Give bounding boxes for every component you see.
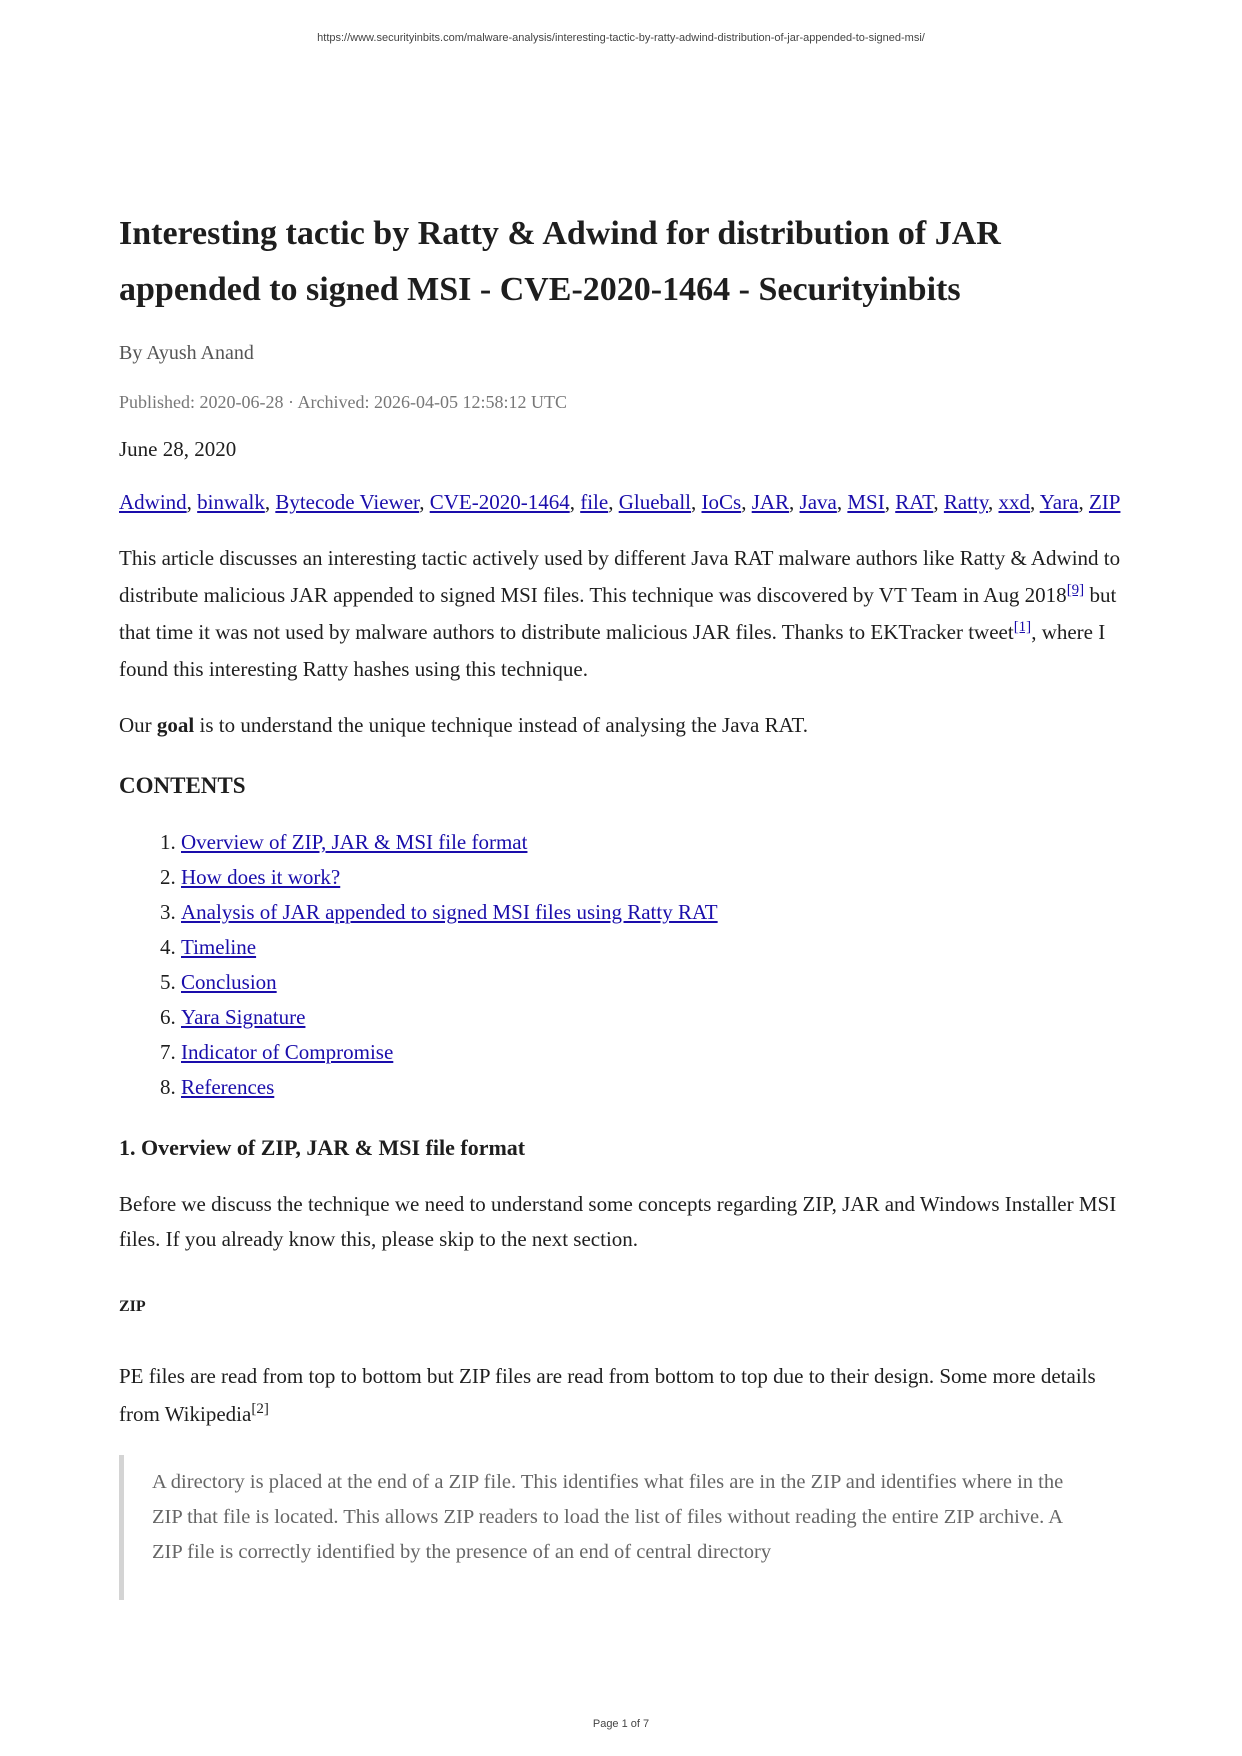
intro-text-2: but that time it was not used by malware authors to distribute malicious JAR files. Thanks to EKTracker tweet — [119, 583, 1117, 644]
toc-link-references[interactable]: References — [181, 1075, 275, 1099]
tag-link[interactable]: Bytecode Viewer — [275, 490, 420, 514]
print-header-url: https://www.securityinbits.com/malware-analysis/interesting-tactic-by-ratty-adwind-distribution-of-jar-appended-to-signed-msi/ — [317, 32, 925, 44]
toc-item — [181, 825, 1131, 860]
goal-paragraph — [119, 708, 1131, 743]
zip-heading: ZIP — [119, 1298, 146, 1315]
toc-item — [181, 895, 1131, 930]
tag-link[interactable]: Ratty — [943, 490, 988, 514]
toc-link-overview[interactable]: Overview of ZIP, JAR & MSI file format — [181, 830, 528, 854]
tag-link[interactable]: file — [580, 490, 609, 514]
section-1-intro: Before we discuss the technique we need to understand some concepts regarding ZIP, JAR and Windows Installer MSI files. If you already know this, please skip to the next section. — [119, 1192, 1117, 1251]
pe-paragraph — [119, 1357, 1131, 1433]
tag-link[interactable]: Adwind — [119, 490, 187, 514]
toc-item — [181, 1070, 1131, 1105]
toc-item — [181, 1035, 1131, 1070]
tag-link[interactable]: JAR — [751, 490, 790, 514]
intro-paragraph — [119, 540, 1131, 688]
wikipedia-quote: A directory is placed at the end of a ZIP file. This identifies what files are in the ZIP and identifies where in the ZIP that file is located. This allows ZIP readers to load the list of files without reading the entire ZIP archive. A ZIP file is correctly identified by the presence of an end of central directory — [119, 1455, 1131, 1600]
toc-item — [181, 1000, 1131, 1035]
toc-link-yara[interactable]: Yara Signature — [181, 1005, 306, 1029]
toc-item — [181, 860, 1131, 895]
section-1-heading: 1. Overview of ZIP, JAR & MSI file format — [119, 1135, 526, 1160]
intro-text-3: , where I found this interesting Ratty hashes using this technique. — [119, 620, 1106, 681]
tag-link[interactable]: Yara — [1039, 490, 1079, 514]
reference-link-9[interactable]: [9] — [1066, 582, 1085, 598]
tag-link[interactable]: Java — [799, 490, 837, 514]
toc-link-analysis[interactable]: Analysis of JAR appended to signed MSI files using Ratty RAT — [181, 900, 718, 924]
goal-text-before: Our — [119, 713, 157, 737]
tag-link[interactable]: Glueball — [618, 490, 691, 514]
tag-link[interactable]: xxd — [998, 490, 1030, 514]
toc-item — [181, 930, 1131, 965]
tag-link[interactable]: MSI — [847, 490, 885, 514]
contents-heading: CONTENTS — [119, 773, 246, 798]
article — [119, 206, 1131, 1600]
toc-link-timeline[interactable]: Timeline — [181, 935, 257, 959]
toc-link-conclusion[interactable]: Conclusion — [181, 970, 277, 994]
reference-2: [2] — [251, 1401, 269, 1417]
reference-link-1[interactable]: [1] — [1013, 619, 1032, 635]
toc-item — [181, 965, 1131, 1000]
toc-link-ioc[interactable]: Indicator of Compromise — [181, 1040, 394, 1064]
tag-list: Adwind, binwalk, Bytecode Viewer, CVE-2020-1464, file, Glueball, IoCs, JAR, Java, MSI, RAT, Ratty, xxd, Yara, ZIP — [119, 490, 1121, 514]
toc-link-how-it-works[interactable]: How does it work? — [181, 865, 341, 889]
page-number: Page 1 of 7 — [592, 1718, 650, 1730]
page-title: Interesting tactic by Ratty & Adwind for distribution of JAR appended to signed MSI - CVE-2020-1464 - Securityinbits — [119, 215, 1001, 308]
tag-link[interactable]: IoCs — [701, 490, 742, 514]
article-date: June 28, 2020 — [119, 437, 237, 461]
intro-text-1: This article discusses an interesting tactic actively used by different Java RAT malware authors like Ratty & Adwind to distribute malicious JAR appended to signed MSI files. This technique was discovered by VT Team in Aug 2018 — [119, 546, 1121, 607]
goal-bold: goal — [156, 713, 195, 737]
publish-meta: Published: 2020-06-28 · Archived: 2026-04-05 12:58:12 UTC — [119, 392, 567, 412]
goal-text-after: is to understand the unique technique instead of analysing the Java RAT. — [194, 713, 808, 737]
tag-link[interactable]: binwalk — [197, 490, 265, 514]
pe-text: PE files are read from top to bottom but ZIP files are read from bottom to top due to their design. Some more details from Wikipedia — [119, 1364, 1096, 1426]
tag-link[interactable]: ZIP — [1088, 490, 1121, 514]
tag-link[interactable]: CVE-2020-1464 — [429, 490, 570, 514]
tag-link[interactable]: RAT — [895, 490, 934, 514]
table-of-contents — [119, 825, 1131, 1105]
byline: By Ayush Anand — [119, 342, 254, 364]
